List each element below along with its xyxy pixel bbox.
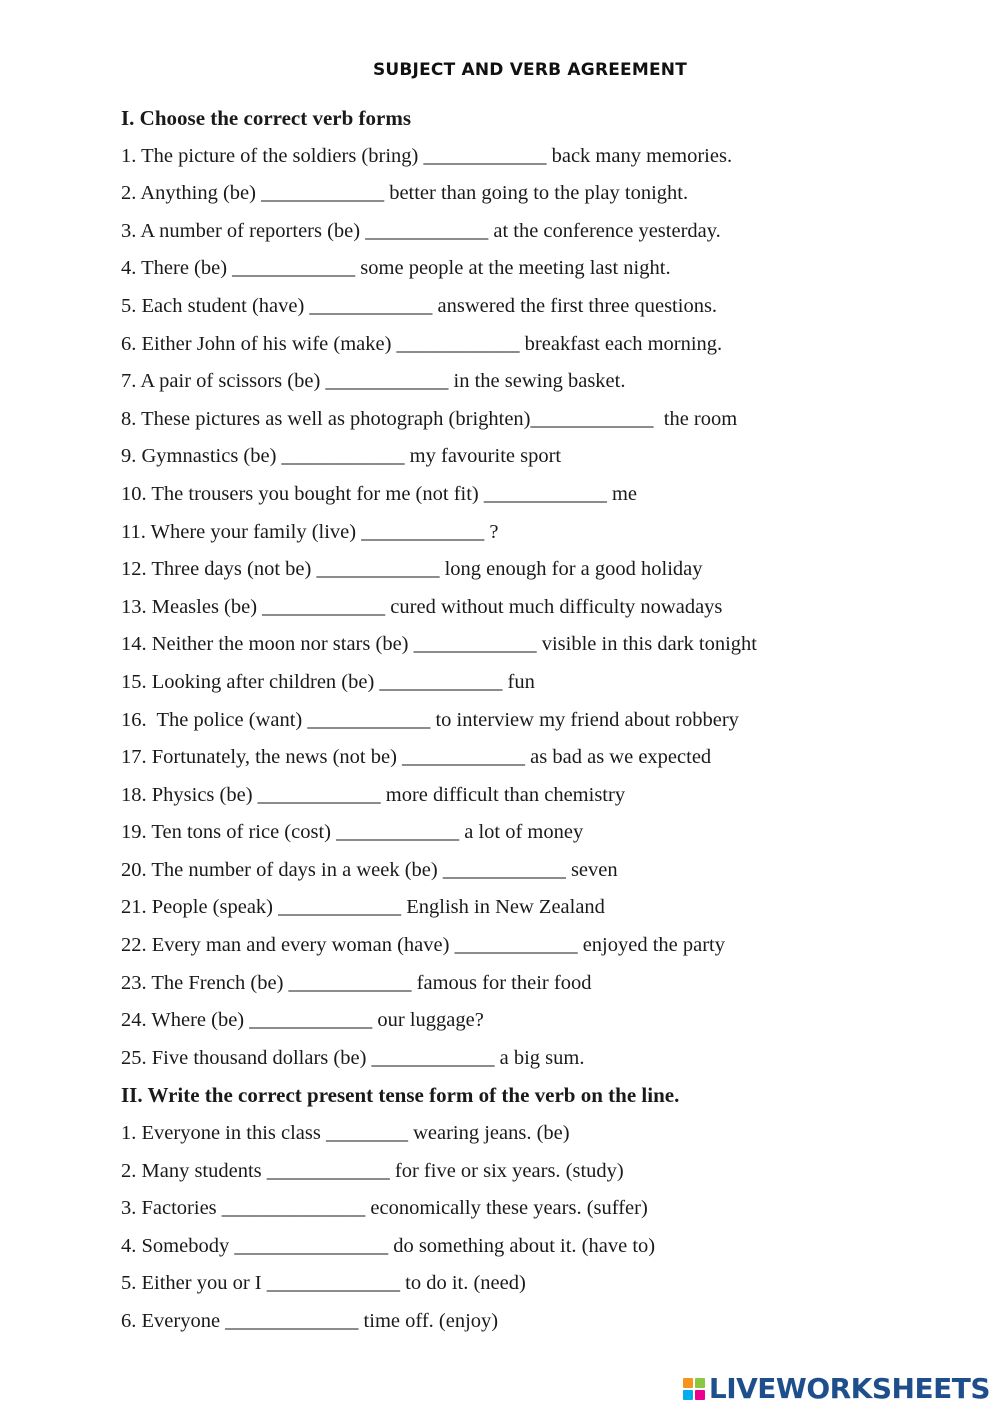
exercise-line: 5. Each student (have) ____________ answered the first three questions. bbox=[121, 294, 718, 317]
exercise-line: 8. These pictures as well as photograph (brighten)____________ the room bbox=[121, 407, 738, 430]
exercise-line: 22. Every man and every woman (have) ____________ enjoyed the party bbox=[121, 934, 725, 957]
section-2-list bbox=[121, 1115, 941, 1341]
exercise-line: 14. Neither the moon nor stars (be) ____________ visible in this dark tonight bbox=[121, 633, 757, 656]
section-1-heading: I. Choose the correct verb forms bbox=[121, 106, 412, 130]
exercise-line: 11. Where your family (live) ____________ ? bbox=[121, 520, 499, 543]
page-title: SUBJECT AND VERB AGREEMENT bbox=[372, 60, 688, 80]
exercise-line: 7. A pair of scissors (be) ____________ in the sewing basket. bbox=[121, 370, 626, 393]
section-2-heading: II. Write the correct present tense form of the verb on the line. bbox=[121, 1083, 680, 1108]
worksheet-content bbox=[121, 100, 941, 1341]
exercise-line: 2. Many students ____________ for five or six years. (study) bbox=[121, 1159, 624, 1182]
exercise-line: 15. Looking after children (be) ____________ fun bbox=[121, 670, 535, 693]
exercise-line: 3. Factories ______________ economically these years. (suffer) bbox=[121, 1197, 648, 1220]
exercise-line: 25. Five thousand dollars (be) ____________ a big sum. bbox=[121, 1046, 585, 1069]
section-1-list bbox=[121, 138, 941, 1078]
exercise-line: 18. Physics (be) ____________ more difficult than chemistry bbox=[121, 783, 626, 806]
exercise-line: 5. Either you or I _____________ to do it. (need) bbox=[121, 1272, 526, 1295]
exercise-line: 1. The picture of the soldiers (bring) ____________ back many memories. bbox=[121, 144, 733, 167]
logo-blocks-icon bbox=[683, 1378, 705, 1400]
exercise-line: 6. Either John of his wife (make) ____________ breakfast each morning. bbox=[121, 332, 723, 355]
exercise-line: 2. Anything (be) ____________ better than going to the play tonight. bbox=[121, 182, 689, 205]
exercise-line: 4. Somebody _______________ do something about it. (have to) bbox=[121, 1234, 656, 1257]
logo-text: LIVEWORKSHEETS bbox=[708, 1372, 990, 1405]
exercise-line: 21. People (speak) ____________ English in New Zealand bbox=[121, 896, 605, 919]
exercise-line: 13. Measles (be) ____________ cured without much difficulty nowadays bbox=[121, 595, 723, 618]
exercise-line: 10. The trousers you bought for me (not fit) ____________ me bbox=[121, 482, 638, 505]
exercise-line: 1. Everyone in this class ________ wearing jeans. (be) bbox=[121, 1122, 570, 1145]
exercise-line: 6. Everyone _____________ time off. (enjoy) bbox=[121, 1310, 499, 1332]
exercise-line: 20. The number of days in a week (be) ____________ seven bbox=[121, 858, 618, 881]
exercise-line: 24. Where (be) ____________ our luggage? bbox=[121, 1009, 484, 1032]
exercise-line: 17. Fortunately, the news (not be) ____________ as bad as we expected bbox=[121, 746, 712, 769]
exercise-line: 9. Gymnastics (be) ____________ my favourite sport bbox=[121, 445, 562, 468]
exercise-line: 3. A number of reporters (be) ____________ at the conference yesterday. bbox=[121, 219, 721, 242]
exercise-line: 19. Ten tons of rice (cost) ____________ a lot of money bbox=[121, 821, 584, 844]
exercise-line: 23. The French (be) ____________ famous for their food bbox=[121, 971, 592, 994]
exercise-line: 16. The police (want) ____________ to interview my friend about robbery bbox=[121, 708, 739, 731]
exercise-line: 12. Three days (not be) ____________ long enough for a good holiday bbox=[121, 558, 703, 581]
exercise-line: 4. There (be) ____________ some people at the meeting last night. bbox=[121, 257, 671, 280]
liveworksheets-logo bbox=[683, 1372, 990, 1405]
